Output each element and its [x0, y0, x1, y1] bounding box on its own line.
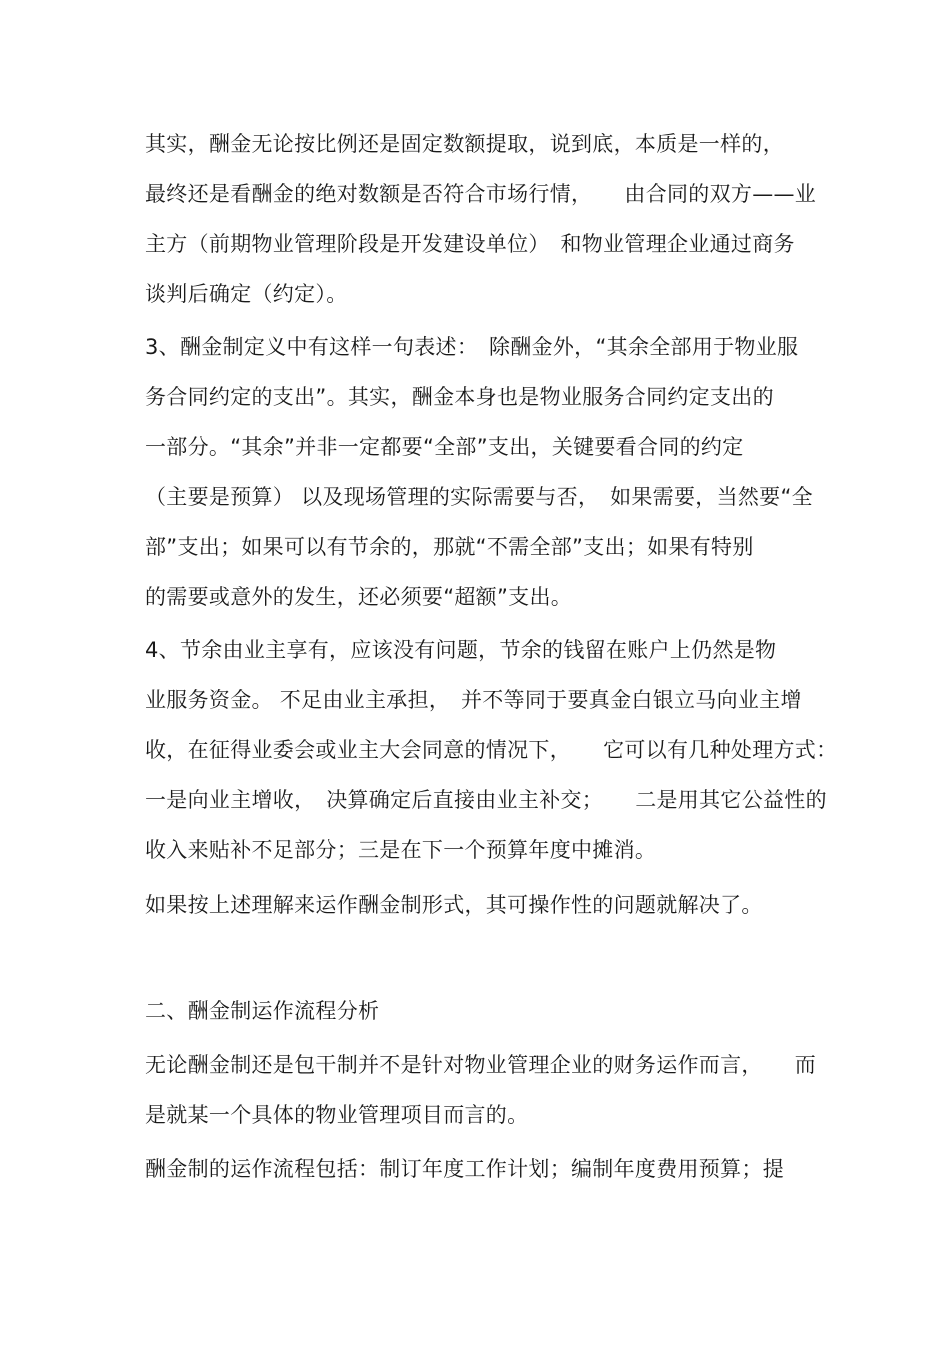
text-line: 谈判后确定（约定）。: [145, 282, 348, 306]
text-line: 其实，酬金无论按比例还是固定数额提取，说到底，本质是一样的，: [145, 132, 784, 156]
text-line: 一部分。“其余”并非一定都要“全部”支出，关键要看合同的约定: [145, 435, 744, 459]
text-line: 的需要或意外的发生，还必须要“超额”支出。: [145, 585, 573, 609]
text-line: （主要是预算） 以及现场管理的实际需要与否， 如果需要，当然要“全: [145, 485, 813, 509]
text-line: 酬金制的运作流程包括：制订年度工作计划；编制年度费用预算；提: [145, 1157, 784, 1181]
text-line: 3、酬金制定义中有这样一句表述： 除酬金外，“其余全部用于物业服: [145, 335, 799, 359]
text-line: 务合同约定的支出”。其实，酬金本身也是物业服务合同约定支出的: [145, 385, 774, 409]
text-line: 无论酬金制还是包干制并不是针对物业管理企业的财务运作而言， 而: [145, 1053, 817, 1077]
text-line: 4、节余由业主享有，应该没有问题，节余的钱留在账户上仍然是物: [145, 638, 777, 662]
text-line: 部”支出；如果可以有节余的，那就“不需全部”支出；如果有特别: [145, 535, 754, 559]
text-line: 如果按上述理解来运作酬金制形式，其可操作性的问题就解决了。: [145, 893, 763, 917]
text-line: 收入来贴补不足部分；三是在下一个预算年度中摊消。: [145, 838, 657, 862]
text-line: 业服务资金。 不足由业主承担， 并不等同于要真金白银立马向业主增: [145, 688, 802, 712]
section-heading: 二、酬金制运作流程分析: [145, 999, 380, 1023]
text-line: 收，在征得业委会或业主大会同意的情况下， 它可以有几种处理方式：: [145, 738, 838, 762]
text-line: 主方（前期物业管理阶段是开发建设单位） 和物业管理企业通过商务: [145, 232, 795, 256]
text-line: 一是向业主增收， 决算确定后直接由业主补交； 二是用其它公益性的: [145, 788, 827, 812]
text-line: 最终还是看酬金的绝对数额是否符合市场行情， 由合同的双方——业: [145, 182, 817, 206]
text-line: 是就某一个具体的物业管理项目而言的。: [145, 1103, 529, 1127]
